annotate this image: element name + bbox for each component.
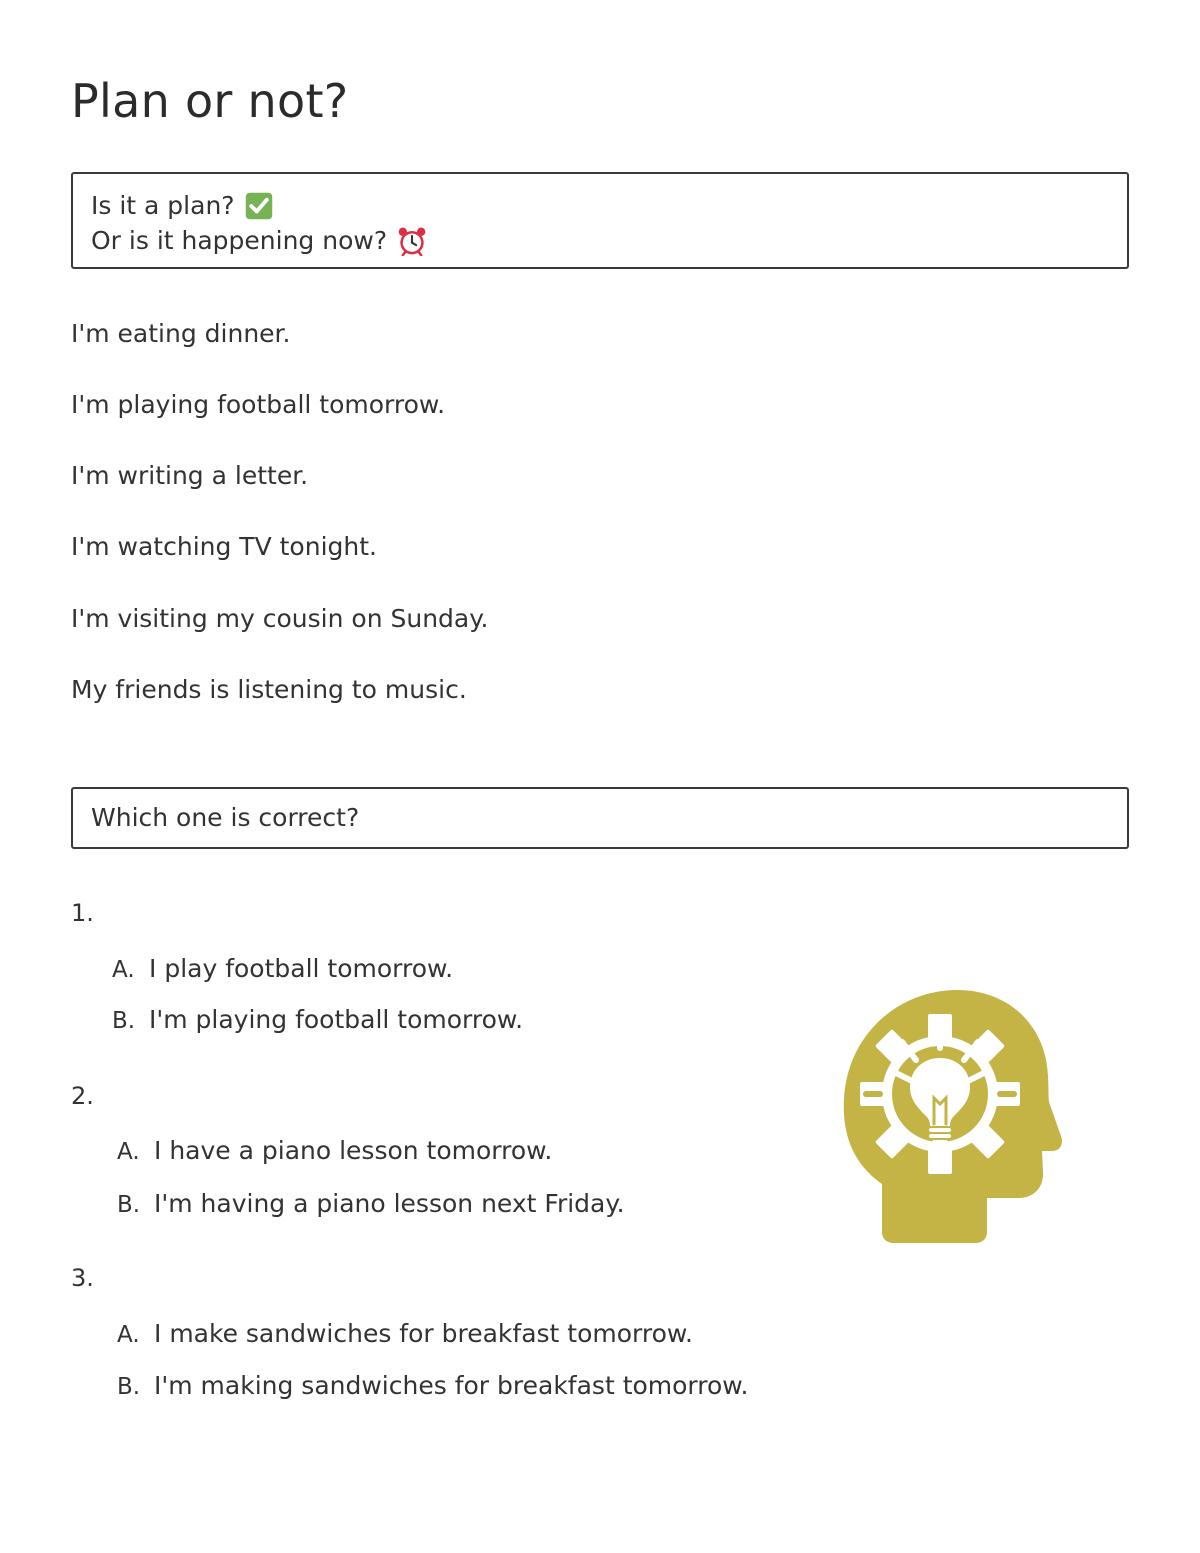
option-text: I play football tomorrow. [149,954,454,983]
instructions-plan-text: Is it a plan? [91,191,235,220]
option-letter: A. [117,1322,140,1348]
sentence-2: I'm playing football tomorrow. [71,390,446,419]
option-text: I make sandwiches for breakfast tomorrow. [154,1319,694,1348]
instructions-box [71,172,1129,269]
quiz-prompt: Which one is correct? [91,803,360,832]
option-letter: B. [112,1008,136,1034]
question-1-option-a[interactable] [112,953,453,986]
question-2-option-a[interactable] [117,1135,552,1168]
quiz-prompt-box [71,787,1129,849]
option-text: I'm having a piano lesson next Friday. [154,1189,625,1218]
page-title: Plan or not? [71,74,349,128]
question-1-number: 1. [71,899,94,927]
option-text: I'm making sandwiches for breakfast tomorrow. [154,1371,749,1400]
sentence-1: I'm eating dinner. [71,319,291,348]
question-3-number: 3. [71,1264,94,1292]
option-letter: B. [117,1192,141,1218]
check-mark-icon [245,192,273,220]
sentence-3: I'm writing a letter. [71,461,309,490]
option-text: I have a piano lesson tomorrow. [154,1136,553,1165]
option-letter: A. [117,1139,140,1165]
question-3-option-a[interactable] [117,1318,693,1351]
instructions-line-2 [91,223,1109,258]
question-2-number: 2. [71,1082,94,1110]
question-3-option-b[interactable] [117,1370,748,1403]
gear [860,1014,1020,1174]
sentence-4: I'm watching TV tonight. [71,532,377,561]
sentence-6: My friends is listening to music. [71,675,467,704]
instructions-line-1 [91,188,1109,223]
question-2-option-b[interactable] [117,1188,625,1221]
sentence-5: I'm visiting my cousin on Sunday. [71,604,489,633]
option-text: I'm playing football tomorrow. [149,1005,524,1034]
option-letter: A. [112,957,135,983]
alarm-clock-icon [397,226,427,256]
head-lightbulb-gear-icon [842,988,1064,1244]
instructions-now-text: Or is it happening now? [91,226,388,255]
question-1-option-b[interactable] [112,1004,523,1037]
option-letter: B. [117,1374,141,1400]
